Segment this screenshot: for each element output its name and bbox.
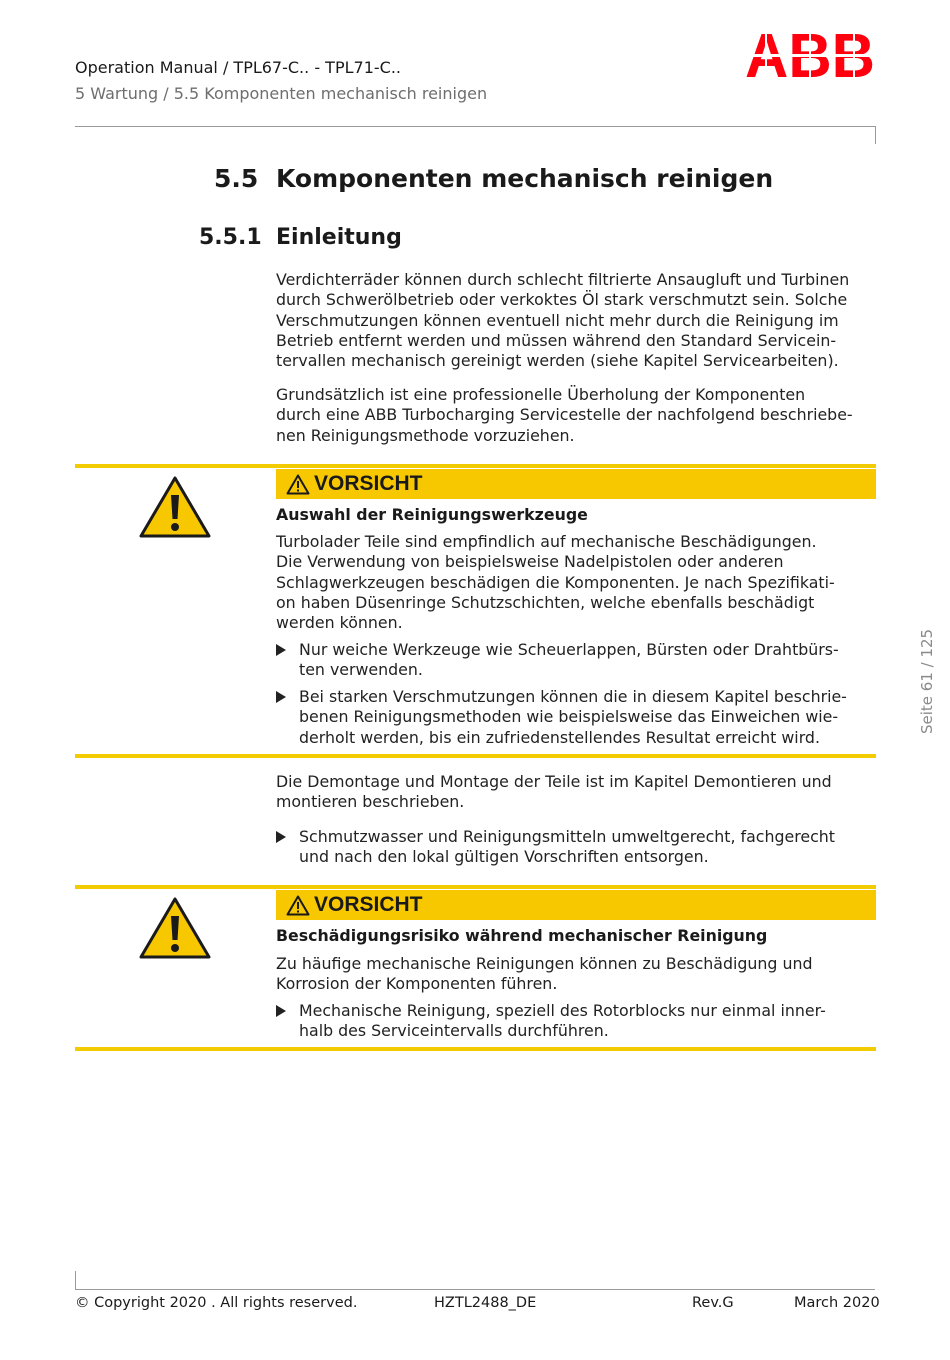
triangle-bullet-icon <box>276 1005 286 1017</box>
warning-body <box>276 532 876 633</box>
footer-revision: Rev.G <box>692 1295 734 1311</box>
text-line: derholt werden, bis ein zufriedenstellendes Resultat erreicht wird. <box>299 727 820 747</box>
warning-heading: Auswahl der Reinigungswerkzeuge <box>276 505 588 524</box>
text-line: Bei starken Verschmutzungen können die in diesem Kapitel beschrie- <box>299 687 847 706</box>
warning-body <box>276 954 876 995</box>
text-line: Turbolader Teile sind empfindlich auf mechanische Beschädigungen. <box>276 532 817 551</box>
text-line: benen Reinigungsmethoden wie beispielsweise das Einweichen wie- <box>299 707 839 727</box>
text-line: Zu häufige mechanische Reinigungen können zu Beschädigung und <box>276 954 813 973</box>
text-line: werden können. <box>276 613 403 633</box>
warning-triangle-icon <box>139 475 211 539</box>
warning-heading: Beschädigungsrisiko während mechanischer Reinigung <box>276 926 768 945</box>
warning-top-rule <box>75 464 876 468</box>
text-line: Mechanische Reinigung, speziell des Rotorblocks nur einmal inner- <box>299 1001 826 1020</box>
text-line: Nur weiche Werkzeuge wie Scheuerlappen, Bürsten oder Drahtbürs- <box>299 640 839 659</box>
text-line: Die Verwendung von beispielsweise Nadelpistolen oder anderen <box>276 552 784 572</box>
intro-paragraph-1 <box>276 270 876 371</box>
text-line: Verschmutzungen können eventuell nicht mehr durch die Reinigung im <box>276 310 839 330</box>
text-line: montieren beschrieben. <box>276 792 465 812</box>
text-line: tervallen mechanisch gereinigt werden (siehe Kapitel Servicearbeiten). <box>276 351 839 371</box>
header-divider-tick <box>875 126 876 144</box>
text-line: durch Schwerölbetrieb oder verkoktes Öl stark verschmutzt sein. Solche <box>276 290 848 310</box>
footer-copyright: © Copyright 2020 . All rights reserved. <box>75 1295 358 1311</box>
warning-small-icon <box>286 895 310 916</box>
section-number: 5.5 <box>214 164 259 193</box>
text-line: Betrieb entfernt werden und müssen während den Standard Servicein- <box>276 330 837 350</box>
warning-bottom-rule <box>75 1047 876 1051</box>
text-line: Schmutzwasser und Reinigungsmitteln umweltgerecht, fachgerecht <box>299 827 835 846</box>
text-line: ten verwenden. <box>299 660 423 680</box>
header-divider <box>75 126 875 127</box>
text-line: Korrosion der Komponenten führen. <box>276 974 558 994</box>
warning-top-rule <box>75 885 876 889</box>
signal-word-bar <box>276 890 876 920</box>
subsection-number: 5.5.1 <box>199 225 262 250</box>
warning-triangle-icon <box>139 896 211 960</box>
text-line: Schlagwerkzeugen beschädigen die Komponenten. Je nach Spezifikati- <box>276 572 835 592</box>
intro-paragraph-2 <box>276 385 876 446</box>
breadcrumb: 5 Wartung / 5.5 Komponenten mechanisch reinigen <box>75 84 488 103</box>
text-line: und nach den lokal gültigen Vorschriften entsorgen. <box>299 847 709 867</box>
text-line: nen Reinigungsmethode vorzuziehen. <box>276 425 575 445</box>
text-line: on haben Düsenringe Schutzschichten, welche ebenfalls beschädigt <box>276 592 815 612</box>
text-line: Grundsätzlich ist eine professionelle Überholung der Komponenten <box>276 385 806 404</box>
triangle-bullet-icon <box>276 691 286 703</box>
footer-divider <box>75 1289 875 1290</box>
triangle-bullet-icon <box>276 831 286 843</box>
signal-word: VORSICHT <box>314 893 423 916</box>
footer-doc-number: HZTL2488_DE <box>434 1295 537 1311</box>
footer-date: March 2020 <box>794 1295 880 1311</box>
signal-word: VORSICHT <box>314 472 423 495</box>
footer-divider-tick <box>75 1271 76 1289</box>
assembly-paragraph <box>276 772 876 813</box>
document-title: Operation Manual / TPL67-C.. - TPL71-C.. <box>75 58 401 77</box>
section-title: Komponenten mechanisch reinigen <box>276 164 774 193</box>
abb-logo <box>744 30 876 80</box>
triangle-bullet-icon <box>276 644 286 656</box>
warning-bottom-rule <box>75 754 876 758</box>
text-line: Die Demontage und Montage der Teile ist im Kapitel Demontieren und <box>276 772 832 791</box>
text-line: halb des Serviceintervalls durchführen. <box>299 1021 609 1041</box>
page-number-label: Seite 61 / 125 <box>918 628 936 734</box>
subsection-title: Einleitung <box>276 225 402 250</box>
text-line: Verdichterräder können durch schlecht filtrierte Ansaugluft und Turbinen <box>276 270 850 289</box>
warning-small-icon <box>286 474 310 495</box>
signal-word-bar <box>276 469 876 499</box>
text-line: durch eine ABB Turbocharging Servicestelle der nachfolgend beschriebe- <box>276 405 853 425</box>
